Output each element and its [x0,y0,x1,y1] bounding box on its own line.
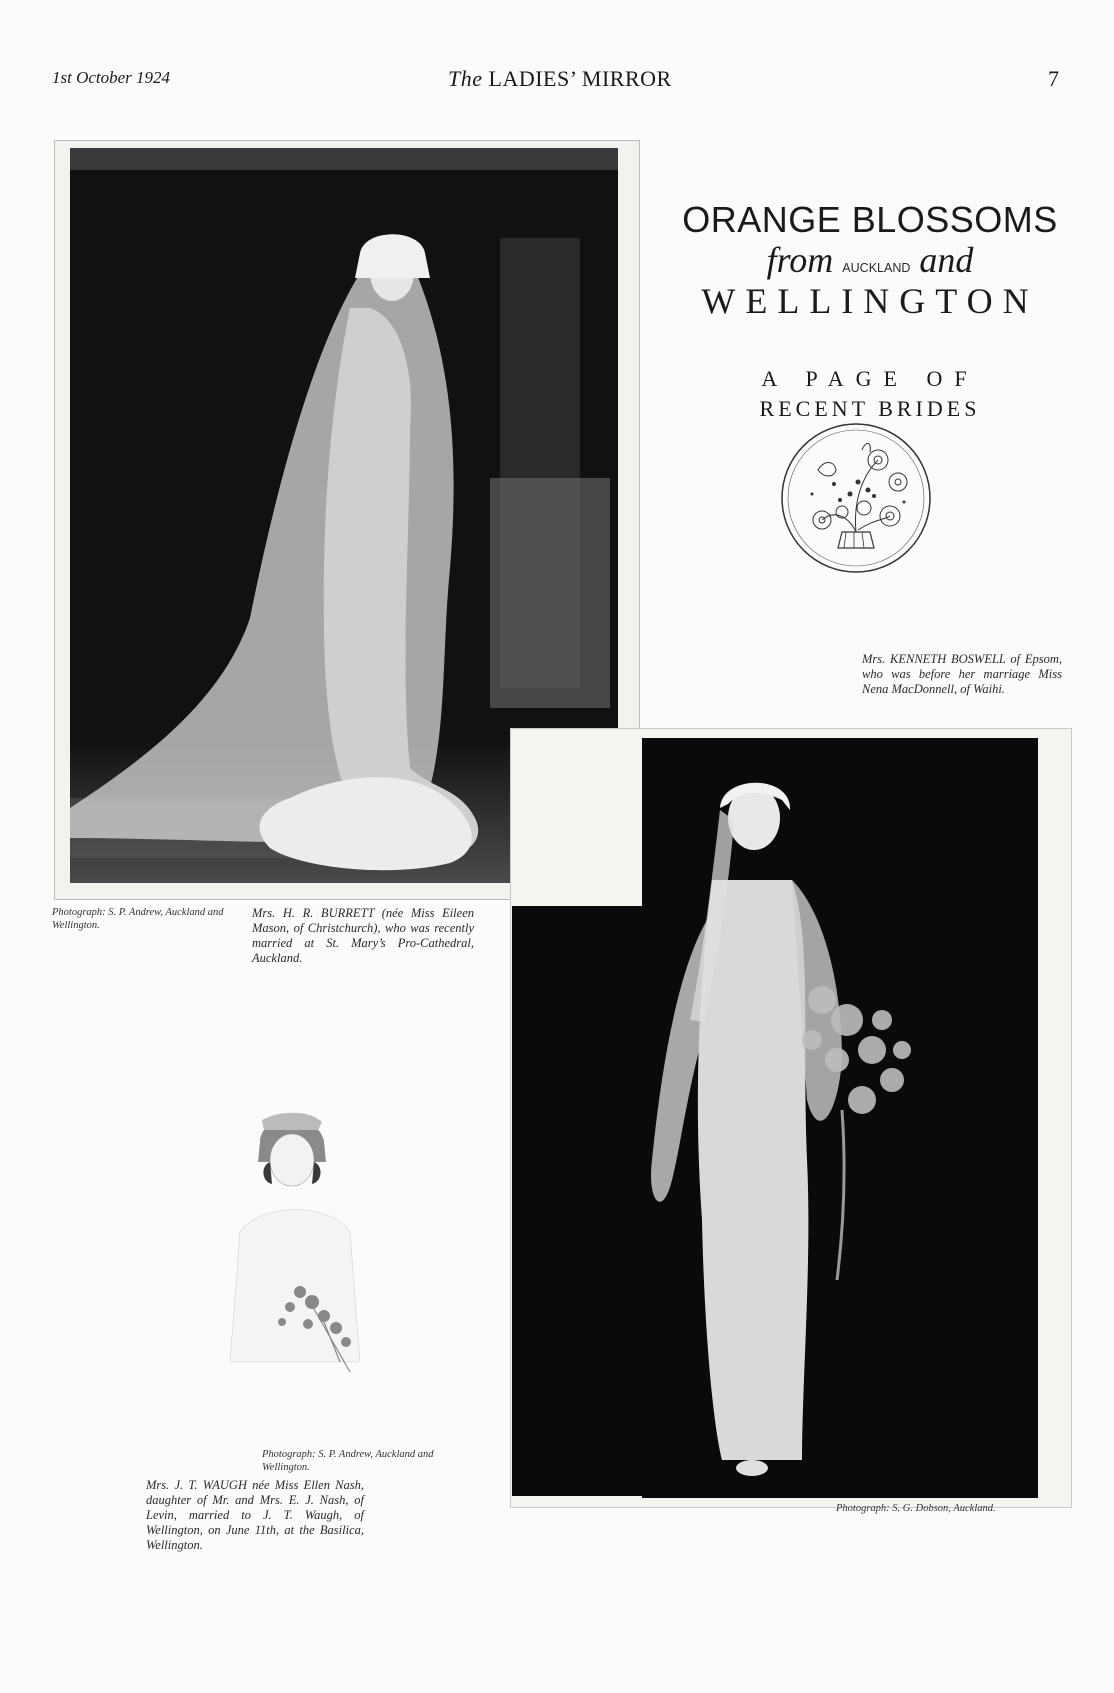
magazine-title [448,66,672,92]
caption-burrett: Mrs. H. R. BURRETT (née Miss Eileen Mason, of Christchurch), who was recently married at St. Mary’s Pro-Cathedral, Auckland. [252,906,474,965]
credit-bottom-left: Photograph: S. P. Andrew, Auckland and Wellington. [262,1449,434,1473]
article-title-block [660,200,1080,422]
title-and: and [919,240,974,280]
floral-medallion-icon [778,420,934,576]
title-line-3: WELLINGTON [701,281,1039,321]
photo-waugh [200,1102,400,1402]
credit-bottom-right: Photograph: S. G. Dobson, Auckland. [836,1503,996,1514]
title-from: from [766,240,834,280]
magazine-title-name: LADIES’ MIRROR [488,66,672,91]
subtitle-line-1: A PAGE OF [761,366,979,391]
magazine-title-article: The [448,66,483,91]
title-line-1: ORANGE BLOSSOMS [682,199,1058,240]
caption-boswell: Mrs. KENNETH BOSWELL of Epsom, who was before her marriage Miss Nena MacDonnell, of Waihi. [862,652,1062,696]
credit-top-left: Photograph: S. P. Andrew, Auckland and Wellington. [52,907,224,931]
title-place: AUCKLAND [842,261,911,275]
subtitle-line-2: RECENT BRIDES [759,396,981,421]
caption-waugh: Mrs. J. T. WAUGH née Miss Ellen Nash, daughter of Mr. and Mrs. E. J. Nash, of Levin, married to J. T. Waugh, of Wellington, on June 11th, at the Basilica, Wellington. [146,1478,364,1552]
issue-date: 1st October 1924 [52,68,171,87]
title-line-2 [660,240,1080,280]
bride-figure-boswell-body [642,760,942,1490]
page-number: 7 [1048,66,1059,91]
